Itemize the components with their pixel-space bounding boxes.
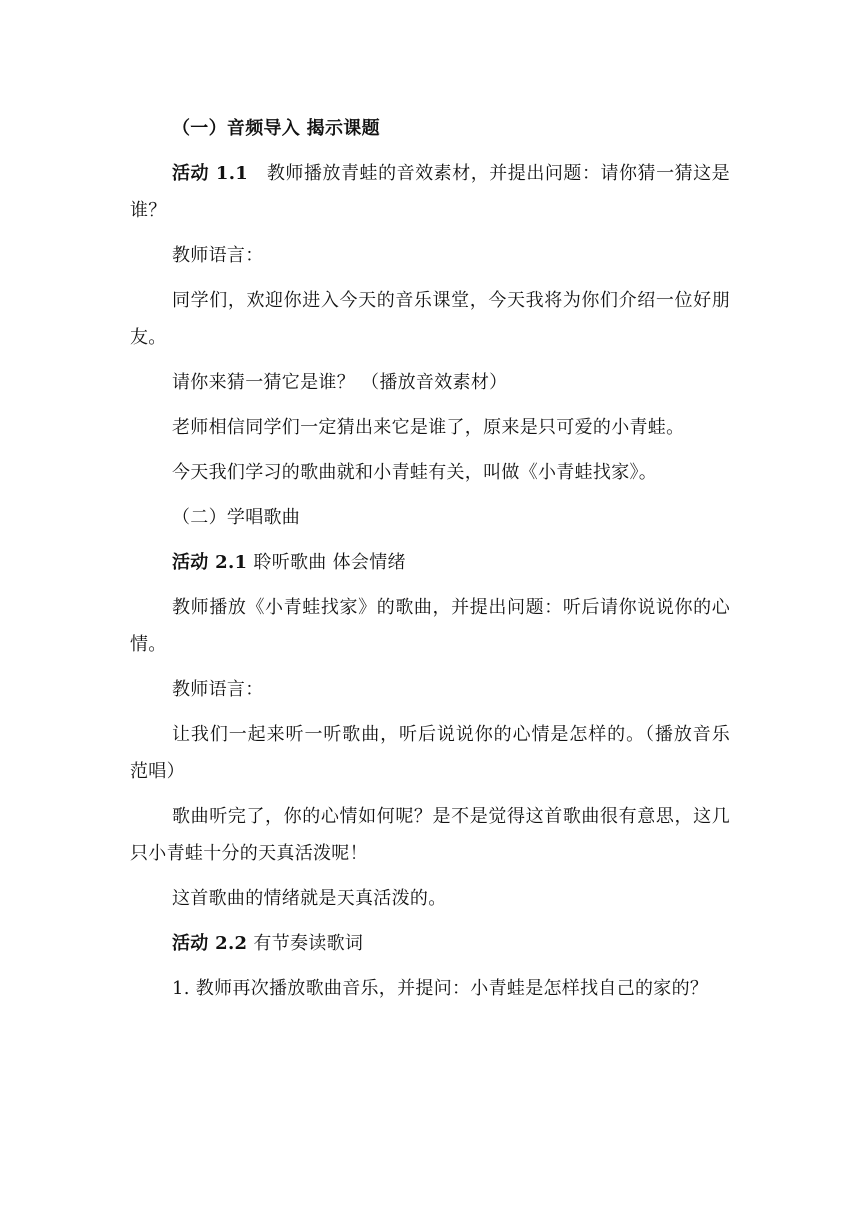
activity-2-1-text: 聆听歌曲 体会情绪: [247, 552, 406, 573]
paragraph-6: 让我们一起来听一听歌曲，听后说说你的心情是怎样的。（播放音乐范唱）: [130, 724, 730, 782]
activity-2-2-label: 活动 2.2: [172, 933, 248, 954]
section-heading-2: （二）学唱歌曲: [172, 507, 301, 528]
paragraph-4: 今天我们学习的歌曲就和小青蛙有关，叫做《小青蛙找家》。: [172, 462, 658, 483]
section-heading-1: （一）音频导入 揭示课题: [172, 118, 380, 139]
paragraph-3: 老师相信同学们一定猜出来它是谁了，原来是只可爱的小青蛙。: [172, 417, 685, 438]
paragraph-5: 教师播放《小青蛙找家》的歌曲，并提出问题：听后请你说说你的心情。: [130, 597, 730, 655]
paragraph-8: 这首歌曲的情绪就是天真活泼的。: [172, 888, 447, 909]
paragraph-2: 请你来猜一猜它是谁？ （播放音效素材）: [172, 372, 508, 393]
activity-1-1-label: 活动 1.1: [172, 163, 249, 184]
teacher-speech-label-1: 教师语言：: [172, 245, 264, 266]
paragraph-1: 同学们，欢迎你进入今天的音乐课堂，今天我将为你们介绍一位好朋友。: [130, 290, 730, 348]
activity-1-1-text: 教师播放青蛙的音效素材，并提出问题：请你猜一猜这是谁？: [130, 163, 730, 221]
activity-1-1-paragraph: [130, 155, 730, 229]
paragraph-7: 歌曲听完了，你的心情如何呢？是不是觉得这首歌曲很有意思，这几只小青蛙十分的天真活泼呢！: [130, 806, 730, 864]
teacher-speech-label-2: 教师语言：: [172, 679, 264, 700]
activity-2-2-text: 有节奏读歌词: [247, 933, 364, 954]
document-body: [130, 110, 730, 1015]
activity-2-1-label: 活动 2.1: [172, 552, 248, 573]
paragraph-9: 1. 教师再次播放歌曲音乐，并提问：小青蛙是怎样找自己的家的？: [172, 978, 709, 999]
activity-2-1-paragraph: [130, 544, 730, 581]
activity-2-2-paragraph: [130, 925, 730, 962]
